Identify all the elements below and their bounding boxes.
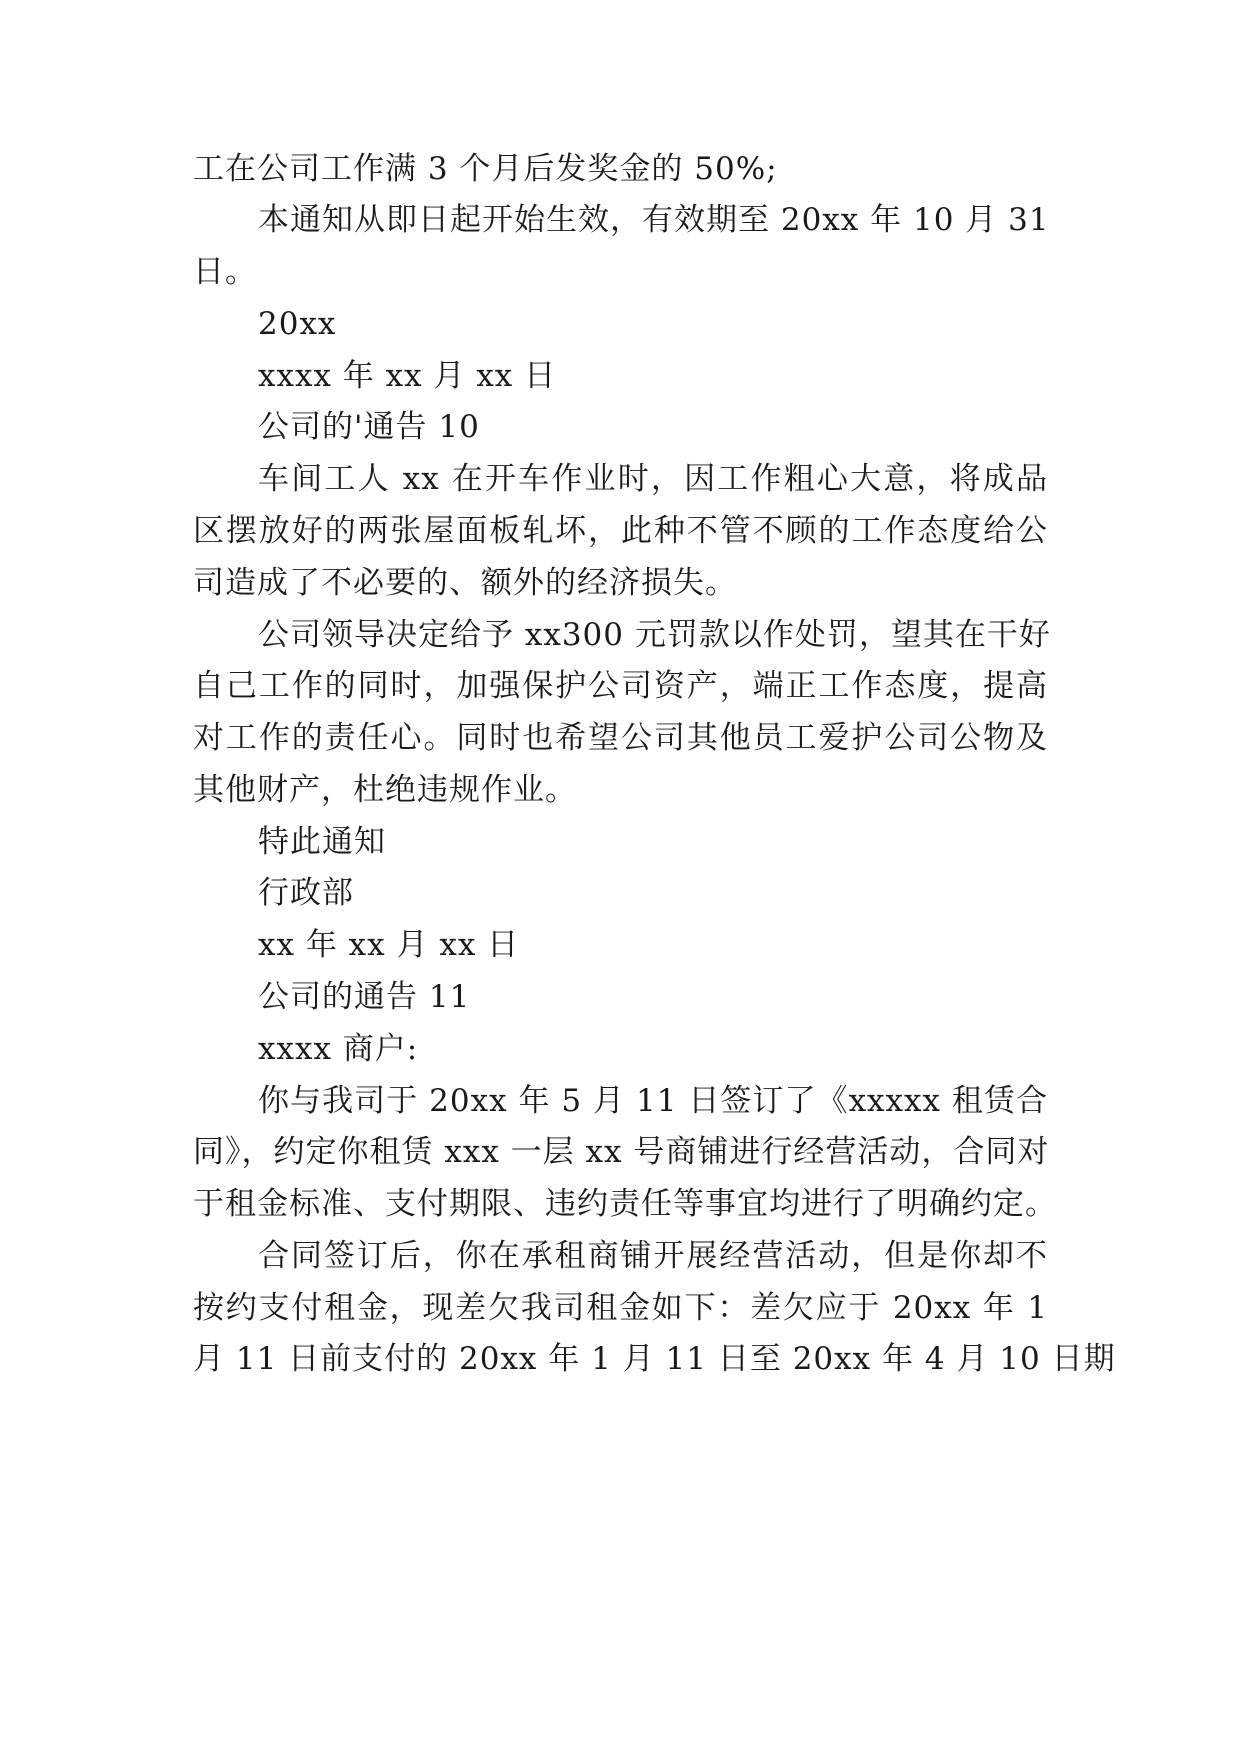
signature-date: xx 年 xx 月 xx 日 [258, 927, 520, 963]
text-line: 对工作的责任心。同时也希望公司其他员工爱护公司公物及 [193, 720, 1048, 756]
text-line: 日。 [193, 254, 257, 290]
text-line: 司造成了不必要的、额外的经济损失。 [193, 565, 737, 601]
notice-title: 公司的通告 11 [258, 979, 471, 1015]
text-line: 公司领导决定给予 xx300 元罚款以作处罚，望其在干好 [258, 617, 1051, 653]
text-line: 同》，约定你租赁 xxx 一层 xx 号商铺进行经营活动，合同对 [193, 1134, 1050, 1170]
text-line: 车间工人 xx 在开车作业时，因工作粗心大意，将成品 [258, 461, 1048, 497]
text-line: 于租金标准、支付期限、违约责任等事宜均进行了明确约定。 [193, 1186, 1057, 1222]
text-line: 特此通知 [258, 824, 386, 860]
text-line: xxxx 商户: [258, 1031, 419, 1067]
text-line: 其他财产，杜绝违规作业。 [193, 772, 577, 808]
text-line: 自己工作的同时，加强保护公司资产，端正工作态度，提高 [193, 668, 1048, 704]
text-line: 工在公司工作满 3 个月后发奖金的 50%; [193, 151, 778, 187]
text-line: 按约支付租金，现差欠我司租金如下：差欠应于 20xx 年 1 [193, 1290, 1048, 1326]
text-line: 20xx [258, 306, 337, 342]
text-line: 你与我司于 20xx 年 5 月 11 日签订了《xxxxx 租赁合 [258, 1083, 1048, 1119]
notice-title: 公司的'通告 10 [258, 409, 480, 445]
signature-department: 行政部 [258, 875, 354, 911]
text-line: 合同签订后，你在承租商铺开展经营活动，但是你却不 [258, 1238, 1048, 1274]
text-line: 本通知从即日起开始生效，有效期至 20xx 年 10 月 31 [258, 202, 1050, 238]
text-line: 区摆放好的两张屋面板轧坏，此种不管不顾的工作态度给公 [193, 513, 1048, 549]
text-line: xxxx 年 xx 月 xx 日 [258, 358, 557, 394]
text-line: 月 11 日前支付的 20xx 年 1 月 11 日至 20xx 年 4 月 10 日期 [193, 1341, 1116, 1377]
